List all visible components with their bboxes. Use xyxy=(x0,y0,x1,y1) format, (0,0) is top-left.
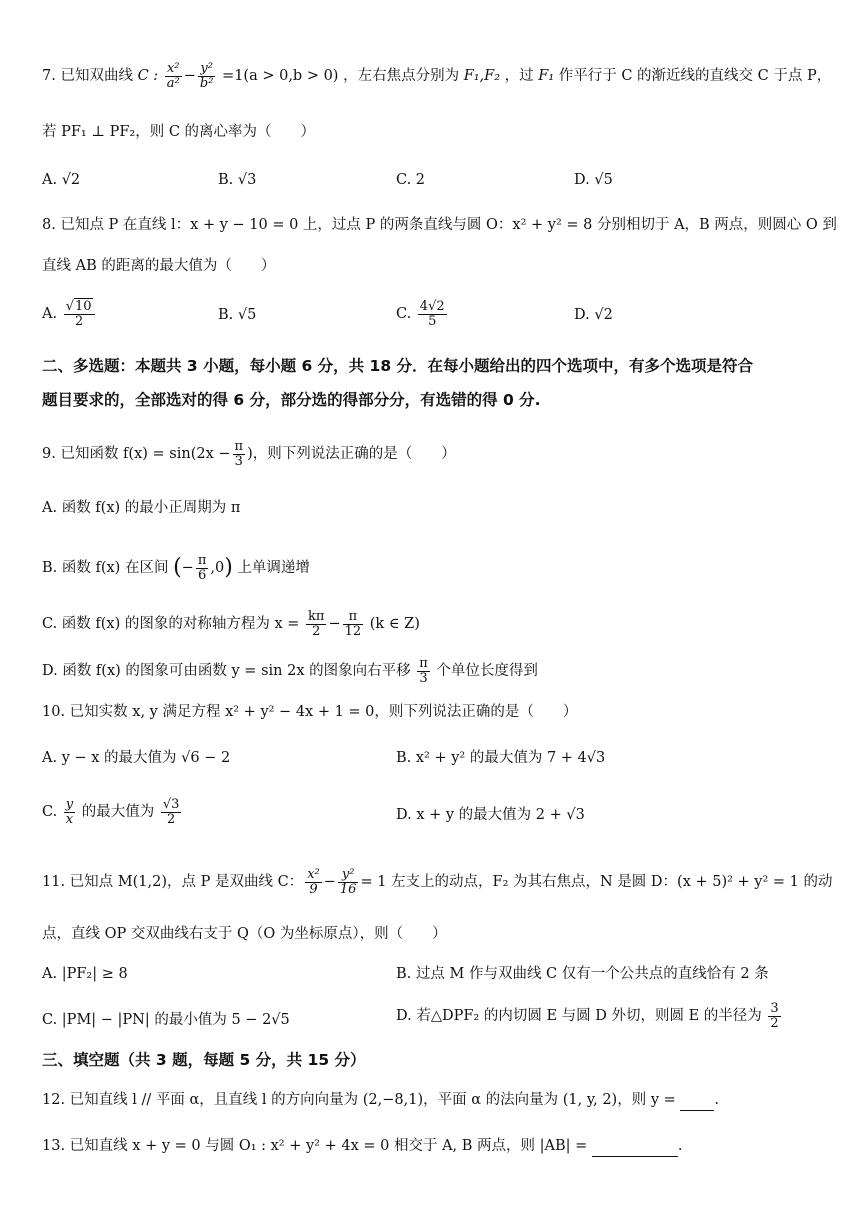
q9-stem-frac-den: 3 xyxy=(234,453,243,469)
q13-answer-blank[interactable] xyxy=(592,1136,678,1157)
q8-option-c-den: 5 xyxy=(428,313,437,329)
q10-option-c-frac-den: x xyxy=(65,811,74,827)
q8-option-c xyxy=(396,300,449,328)
q13-end: . xyxy=(677,1138,683,1154)
q8-stem-line2: 直线 AB 的距离的最大值为（ ） xyxy=(42,258,276,274)
q10-option-c-frac xyxy=(64,798,75,826)
q10-option-c-value xyxy=(161,798,182,826)
q9-option-b-pre: B. 函数 f(x) 在区间 xyxy=(42,560,169,577)
q7-option-c: C. 2 xyxy=(396,172,426,188)
q11-option-d-frac-den: 2 xyxy=(770,1015,779,1031)
q7-frac-x: $\frac{\text{x²}}{\text{a²}}$ xyxy=(166,61,180,91)
q7-option-b: B. √3 xyxy=(218,172,257,188)
q9-option-a: A. 函数 f(x) 的最小正周期为 π xyxy=(42,500,241,516)
q9-option-c-frac1-num: kπ xyxy=(308,609,325,624)
q12-stem xyxy=(42,1090,838,1111)
q11-frac2-den: 16 xyxy=(339,881,357,897)
q11-option-d-frac-num: 3 xyxy=(770,1001,779,1016)
section2-heading-line1: 二、多选题：本题共 3 小题，每小题 6 分，共 18 分．在每小题给出的四个选项中，有多个选项是符合 xyxy=(42,357,754,375)
q11-stem-pre: 11. 已知点 M(1,2)，点 P 是双曲线 C： xyxy=(42,874,304,891)
q9-stem-post: )，则下列说法正确的是（ ） xyxy=(247,446,456,463)
q9-stem-frac xyxy=(233,440,246,468)
q9-stem-frac-num: π xyxy=(234,439,244,454)
q9-option-d-post: 个单位长度得到 xyxy=(436,663,538,680)
q7-mid2: ，过 xyxy=(504,68,534,85)
q8-option-c-label: C. xyxy=(396,306,412,323)
q8-option-b: B. √5 xyxy=(218,307,257,323)
q10-option-b: B. x² + y² 的最大值为 7 + 4√3 xyxy=(396,750,606,766)
q11-stem-line2: 点，直线 OP 交双曲线右支于 Q（O 为坐标原点），则（ ） xyxy=(42,926,447,942)
q9-option-c-pre: C. 函数 f(x) 的图象的对称轴方程为 x = xyxy=(42,616,300,633)
q8-option-a xyxy=(42,300,97,328)
q11-frac1 xyxy=(305,868,322,896)
q7-eq-rhs: =1(a > 0,b > 0) xyxy=(222,68,339,85)
q11-option-a: A. |PF₂| ≥ 8 xyxy=(42,966,128,982)
q11-frac2-num: y² xyxy=(338,868,359,883)
q13-text: 13. 已知直线 x + y = 0 与圆 O₁ : x² + y² + 4x = 0 相交于 A, B 两点，则 |AB| = xyxy=(42,1138,588,1154)
q11-frac1-den: 9 xyxy=(309,881,318,897)
q7-mid: ，左右焦点分别为 xyxy=(343,68,460,85)
q9-option-b-post: 上单调递增 xyxy=(237,560,310,577)
q9-option-d-frac-den: 3 xyxy=(419,670,428,686)
q8-option-c-frac xyxy=(418,300,447,328)
q9-stem-pre: 9. 已知函数 f(x) = sin(2x − xyxy=(42,446,231,463)
q7-foci: F₁,F₂ xyxy=(463,68,501,85)
q10-option-c-value-num: √3 xyxy=(162,797,180,812)
q9-option-c-frac2-num: π xyxy=(343,610,364,625)
q9-option-d xyxy=(42,657,838,685)
q9-option-d-frac xyxy=(417,657,430,685)
q8-option-d: D. √2 xyxy=(574,307,613,323)
q9-option-b-frac-num: π xyxy=(197,553,207,568)
q10-option-c-pre: C. xyxy=(42,804,58,821)
q11-option-d-pre: D. 若△DPF₂ 的内切圆 E 与圆 D 外切，则圆 E 的半径为 xyxy=(396,1008,762,1025)
q7-f1: F₁ xyxy=(538,68,555,85)
q11-frac1-num: x² xyxy=(307,867,320,882)
q9-option-d-frac-num: π xyxy=(419,656,428,671)
q9-option-b-frac xyxy=(196,554,209,582)
q9-option-c-frac1 xyxy=(306,610,326,638)
q10-option-c-value-den: 2 xyxy=(167,811,176,827)
section3-heading: 三、填空题（共 3 题，每题 5 分，共 15 分） xyxy=(42,1051,366,1069)
q7-eq-lhs: C : xyxy=(137,68,163,85)
q7-stem-line1: 7. 已知双曲线 C : $\frac{\text{x²}}{\text{a²}}$ − $\frac{\text{y²}}{\text{b²}}$ =1(a > 0,b > 0) ，左右焦点分别为 F₁,F₂ ，过 F₁ 作平行于 C 的渐近线的直线交 C 于点 P， xyxy=(42,61,832,91)
q9-stem xyxy=(42,440,838,468)
q10-option-c-mid: 的最大值为 xyxy=(81,804,155,821)
q11-option-c: C. |PM| − |PN| 的最小值为 5 − 2√5 xyxy=(42,1012,290,1028)
q8-option-a-label: A. xyxy=(42,306,58,323)
q10-option-a: A. y − x 的最大值为 √6 − 2 xyxy=(42,750,231,766)
q7-option-a: A. √2 xyxy=(42,172,81,188)
q11-option-d-frac xyxy=(768,1002,780,1030)
q12-end: . xyxy=(714,1092,719,1108)
q8-option-a-den: 2 xyxy=(74,313,84,329)
q11-frac2 xyxy=(338,868,359,896)
q10-option-c-frac-num: y xyxy=(65,797,74,812)
q10-option-c xyxy=(42,798,183,826)
q13-stem xyxy=(42,1136,838,1157)
q8-stem-line1: 8. 已知点 P 在直线 l：x + y − 10 = 0 上，过点 P 的两条直线与圆 O：x² + y² = 8 分别相切于 A，B 两点，则圆心 O 到 xyxy=(42,217,837,233)
q8-option-a-frac: $\frac{√10}{2}$ xyxy=(64,300,95,328)
q11-option-d xyxy=(396,1002,783,1030)
q11-stem-post: = 1 左支上的动点，F₂ 为其右焦点，N 是圆 D：(x + 5)² + y² = 1 的动 xyxy=(360,874,833,891)
q9-option-d-pre: D. 函数 f(x) 的图象可由函数 y = sin 2x 的图象向右平移 xyxy=(42,663,411,680)
q11-option-b: B. 过点 M 作与双曲线 C 仅有一个公共点的直线恰有 2 条 xyxy=(396,966,769,982)
q9-option-b: B. 函数 f(x) 在区间 (− $\frac{\pi}{6}$ ,0) 上单调递增 xyxy=(42,553,310,583)
q12-answer-blank[interactable] xyxy=(680,1090,714,1111)
q9-option-c: C. 函数 f(x) 的图象的对称轴方程为 x = $\frac{k\pi}{2}$ − $\frac{\pi}{12}$ (k ∈ Z) xyxy=(42,609,420,639)
q11-stem-line1: 11. 已知点 M(1,2)，点 P 是双曲线 C： $\frac{\text{x²}}{9}$ − $\frac{\text{y²}}{16}$ = 1 左支上的动点，F₂ 为其右焦点，N 是圆 D：(x + 5)² + y² = 1 的动 xyxy=(42,867,833,897)
q9-option-c-frac1-den: 2 xyxy=(312,623,321,639)
q7-frac-y: $\frac{\text{y²}}{\text{b²}}$ xyxy=(199,61,214,91)
q7-tail: 作平行于 C 的渐近线的直线交 C 于点 P， xyxy=(558,68,832,85)
q7-intro: 7. 已知双曲线 xyxy=(42,68,133,85)
q10-option-d: D. x + y 的最大值为 2 + √3 xyxy=(396,807,585,823)
q9-option-c-post: (k ∈ Z) xyxy=(369,616,420,633)
q10-stem: 10. 已知实数 x, y 满足方程 x² + y² − 4x + 1 = 0，则下列说法正确的是（ ） xyxy=(42,704,578,720)
q9-option-c-frac2-den: 12 xyxy=(344,623,362,639)
q12-text: 12. 已知直线 l // 平面 α，且直线 l 的方向向量为 (2,−8,1)，平面 α 的法向量为 (1, y, 2)，则 y = xyxy=(42,1092,676,1108)
q9-option-c-frac2 xyxy=(343,610,364,638)
q7-stem-line2: 若 PF₁ ⊥ PF₂，则 C 的离心率为（ ） xyxy=(42,124,316,140)
section2-heading-line2: 题目要求的，全部选对的得 6 分，部分选的得部分分，有选错的得 0 分. xyxy=(42,391,541,409)
q9-option-b-frac-den: 6 xyxy=(197,567,207,583)
q7-option-d: D. √5 xyxy=(574,172,613,188)
q8-option-a-num: 10 xyxy=(75,299,92,314)
q8-option-c-num: 4√2 xyxy=(419,299,445,314)
